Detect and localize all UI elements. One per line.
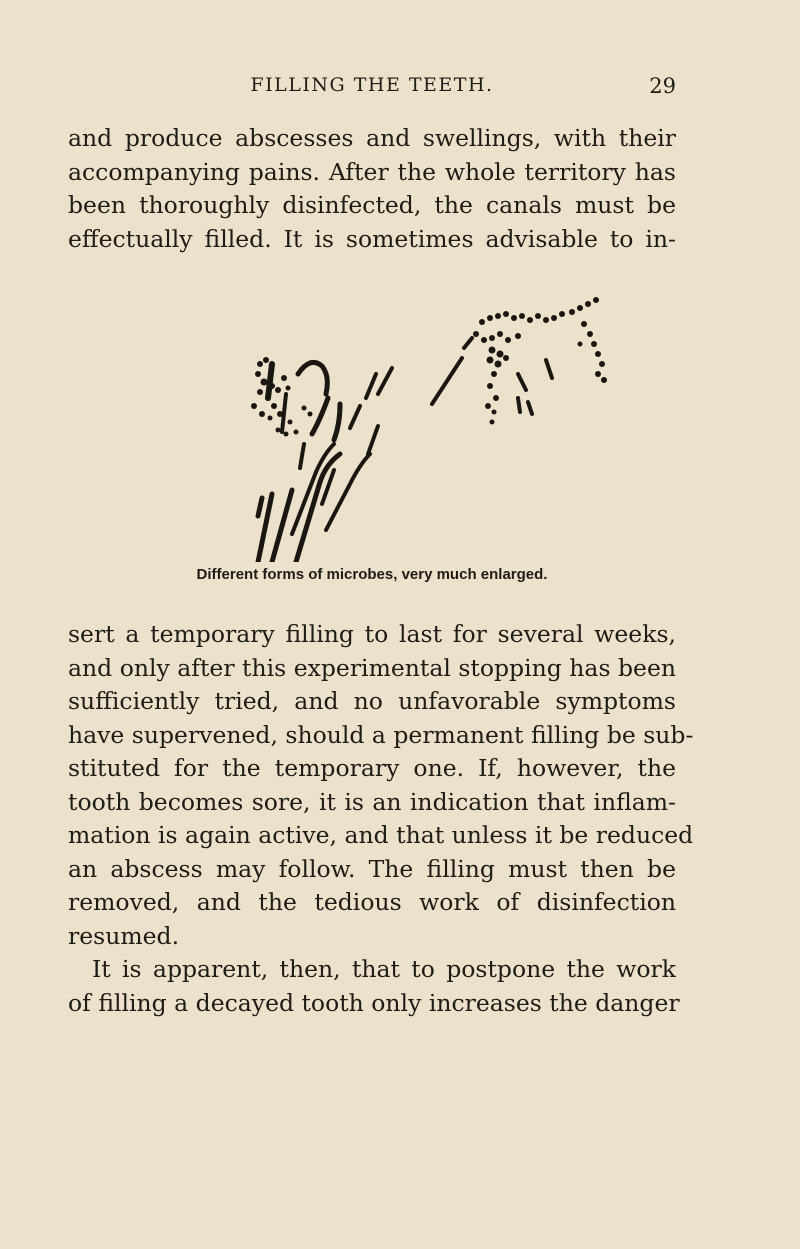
text-line: stituted for the temporary one. If, however, the bbox=[68, 754, 676, 782]
text-line: It is apparent, then, that to postpone the work bbox=[92, 955, 676, 983]
text-line: effectually filled. It is sometimes advisable to in- bbox=[68, 224, 676, 253]
text-line: of filling a decayed tooth only increases the danger bbox=[68, 988, 680, 1017]
figure-caption: Different forms of microbes, very much enlarged. bbox=[196, 566, 548, 583]
text-line: sert a temporary filling to last for several weeks, bbox=[68, 620, 676, 648]
running-header bbox=[68, 74, 676, 108]
page-number: 29 bbox=[649, 74, 676, 98]
microbes-illustration bbox=[200, 294, 640, 562]
text-line: resumed. bbox=[68, 921, 180, 950]
text-line: tooth becomes sore, it is an indication that inflam- bbox=[68, 787, 676, 816]
paragraph-1 bbox=[68, 122, 676, 256]
text-line: sufficiently tried, and no unfavorable symptoms bbox=[68, 687, 676, 715]
paragraph-2 bbox=[68, 618, 694, 1020]
running-title: FILLING THE TEETH. bbox=[250, 74, 494, 96]
text-line: accompanying pains. After the whole territory has bbox=[68, 157, 676, 186]
text-line: an abscess may follow. The filling must then be bbox=[68, 854, 676, 883]
text-line: removed, and the tedious work of disinfection bbox=[68, 888, 676, 916]
text-line: been thoroughly disinfected, the canals must be bbox=[68, 191, 676, 219]
text-line: and only after this experimental stopping has been bbox=[68, 653, 676, 682]
text-line: mation is again active, and that unless it be reduced bbox=[68, 821, 694, 849]
text-line: have supervened, should a permanent filling be sub- bbox=[68, 720, 694, 749]
text-line: and produce abscesses and swellings, with their bbox=[68, 124, 676, 152]
